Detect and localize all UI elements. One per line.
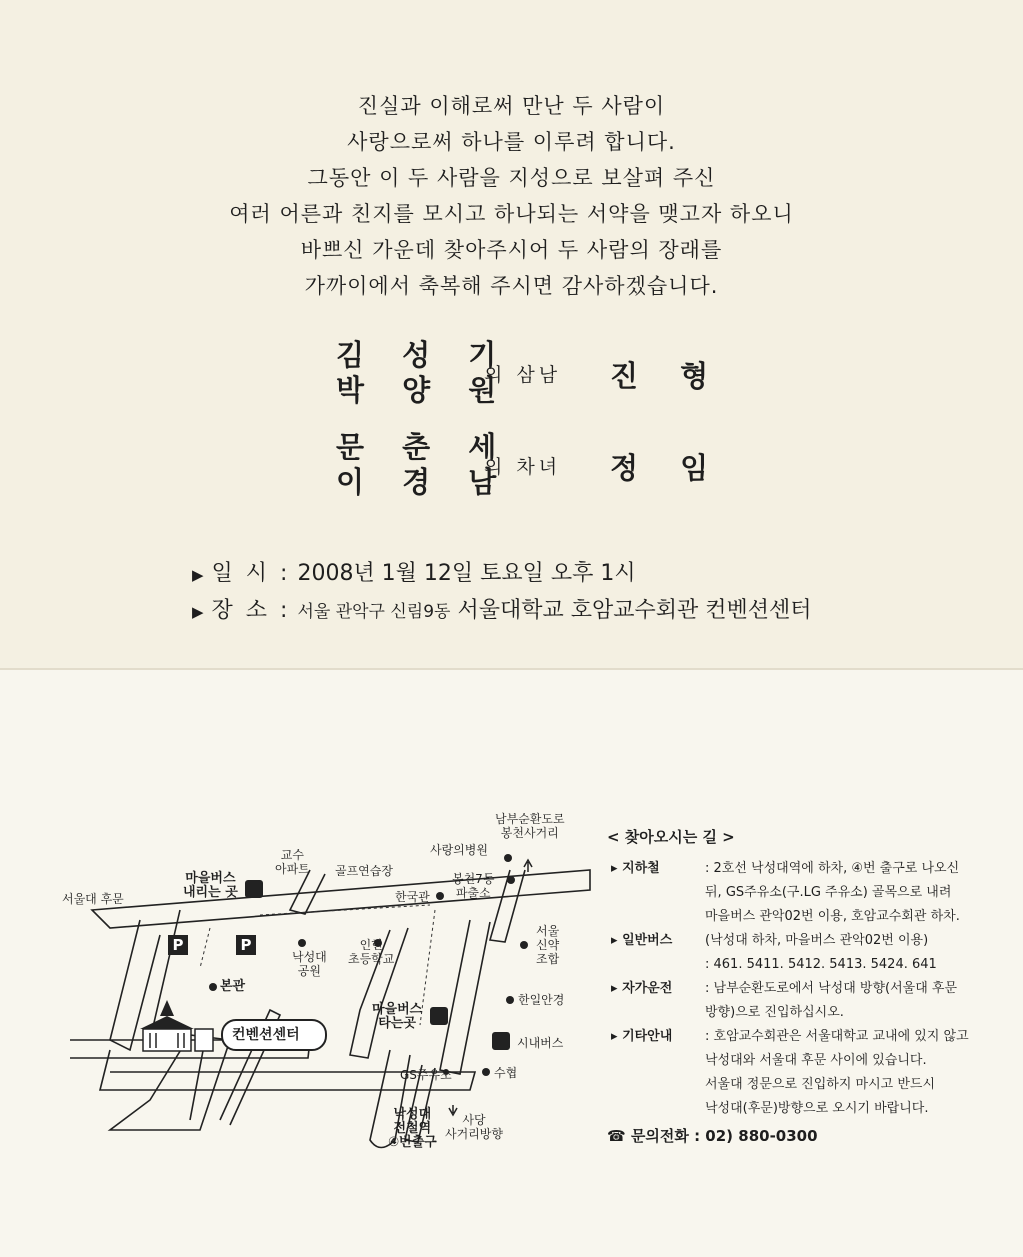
subway-line: 마을버스 관악02번 이용, 호암교수회관 하차. [705,909,960,924]
triangle-bullet-icon: ▶ [192,603,204,621]
triangle-bullet-icon: ▶ [192,566,204,584]
subway-key: ▸ 지하철 [611,861,660,876]
datetime-label: 일 시 : [211,561,291,586]
label-sarang-hospital: 사랑의병원 [430,843,488,857]
directions-car [607,977,1007,1025]
contact-phone: ☎ 문의전화 : 02) 880-0300 [607,1127,818,1145]
directions-panel [607,826,1007,1146]
label-hankook-hall: 한국관 [395,890,430,904]
label-sadang-direction: 사당 사거리방향 [445,1113,503,1141]
parking-icon: P [236,935,256,955]
groom-father: 김 성 기 [336,338,511,372]
bride-relation: 의 차녀 [484,456,562,478]
car-line: : 남부순환도로에서 낙성대 방향(서울대 후문 [705,981,958,996]
bus-line: (낙성대 하차, 마을버스 관악02번 이용) [705,933,929,948]
location-map [50,810,610,1180]
other-line: : 호암교수회관은 서울대학교 교내에 있지 않고 [705,1029,969,1044]
label-subway-exit: 낙성대 전철역 ④번출구 [388,1107,437,1150]
label-suhyup: 수협 [494,1066,518,1080]
parking-icon: P [168,935,188,955]
message-line: 여러 어른과 친지를 모시고 하나되는 서약을 맺고자 하오니 [229,202,794,226]
bride-father: 문 춘 세 [336,430,511,464]
bus-key: ▸ 일반버스 [611,933,673,948]
datetime-value: 2008년 1월 12일 토요일 오후 1시 [297,561,636,586]
label-golf-range: 골프연습장 [335,864,393,878]
directions-title: < 찾아오시는 길 > [607,828,735,846]
venue-label: 장 소 : [211,598,291,623]
label-main-building: 본관 [220,979,246,994]
label-snu-rear-gate: 서울대 후문 [62,892,124,906]
other-line: 낙성대와 서울대 후문 사이에 있습니다. [705,1053,927,1068]
datetime-row [192,556,636,587]
convention-building-icon [140,1000,213,1051]
other-line: 서울대 정문으로 진입하지 마시고 반드시 [705,1077,936,1092]
label-convention-center: 컨벤션센터 [232,1027,300,1043]
label-police-box: 봉천7동 파출소 [452,872,495,900]
bus-line: : 461. 5411. 5412. 5413. 5424. 641 [705,957,937,972]
message-line: 사랑으로써 하나를 이루려 합니다. [347,130,676,154]
label-hanil-optical: 한일안경 [518,993,565,1007]
bride-name: 정 임 [610,451,725,485]
message-line: 가까이에서 축복해 주시면 감사하겠습니다. [304,274,719,298]
label-gs-station: GS주유소 [400,1068,452,1082]
bride-mother: 이 경 남 [336,465,511,499]
label-bus-dropoff: 마을버스 내리는 곳 [183,871,238,900]
venue-place: 서울대학교 호암교수회관 컨벤션센터 [457,598,812,623]
venue-address: 서울 관악구 신림9동 [297,602,451,622]
invitation-message [0,88,1023,304]
label-pharmacy-union: 서울 신약 조합 [536,924,560,966]
directions-other [607,1025,1007,1121]
venue-row [192,593,811,624]
message-line: 그동안 이 두 사람을 지성으로 보살펴 주신 [307,166,716,190]
subway-line: 뒤, GS주유소(구.LG 주유소) 골목으로 내려 [705,885,952,900]
groom-name: 진 형 [610,359,725,393]
car-key: ▸ 자가운전 [611,981,673,996]
label-prof-apartment: 교수 아파트 [275,848,310,876]
groom-relation: 의 삼남 [484,364,562,386]
directions-bus [607,929,1007,977]
subway-line: : 2호선 낙성대역에 하차, ④번 출구로 나오신 [705,861,960,876]
label-bus-pickup: 마을버스 타는곳 [372,1002,423,1031]
label-ring-road: 남부순환도로 봉천사거리 [495,812,565,840]
groom-mother: 박 양 원 [336,373,511,407]
message-line: 진실과 이해로써 만난 두 사람이 [357,94,666,118]
other-line: 낙성대(후문)방향으로 오시기 바랍니다. [705,1101,929,1116]
label-city-bus: 시내버스 [517,1036,564,1050]
message-line: 바쁘신 가운데 찾아주시어 두 사람의 장래를 [300,238,723,262]
directions-subway [607,857,1007,929]
car-line: 방향)으로 진입하십시오. [705,1005,844,1020]
label-inheon-school: 인헌 초등학교 [348,938,395,966]
label-nakseongdae-park: 낙성대 공원 [292,950,327,978]
other-key: ▸ 기타안내 [611,1029,673,1044]
